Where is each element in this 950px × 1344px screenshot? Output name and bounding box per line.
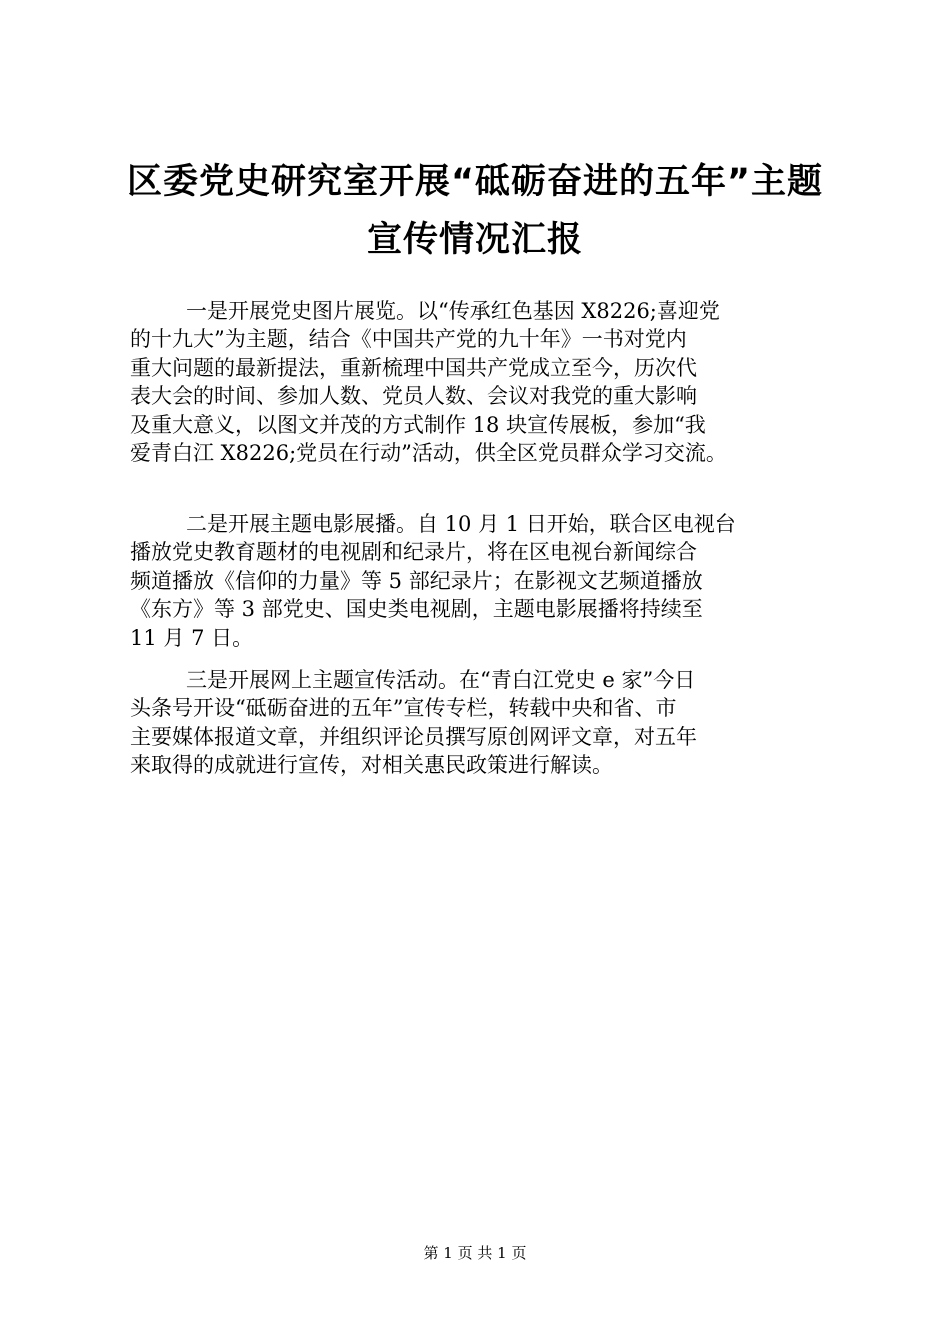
paragraph-line: 三是开展网上主题宣传活动。在“青白江党史 e 家”今日 (186, 668, 696, 692)
paragraph-line: 《东方》等 3 部党史、国史类电视剧，主题电影展播将持续至 (130, 597, 703, 622)
paragraph-line: 爱青白江 X8226;党员在行动”活动，供全区党员群众学习交流。 (130, 440, 727, 465)
paragraph-line: 的十九大”为主题，结合《中国共产党的九十年》一书对党内 (130, 327, 687, 352)
paragraph-line: 来取得的成就进行宣传，对相关惠民政策进行解读。 (130, 753, 613, 778)
document-title-line-2: 宣传情况汇报 (366, 220, 583, 260)
paragraph-3 (130, 666, 830, 780)
paragraph-1 (130, 297, 830, 467)
page-footer: 第 1 页 共 1 页 (423, 1244, 527, 1262)
paragraph-line: 一是开展党史图片展览。以“传承红色基因 X8226;喜迎党 (186, 299, 720, 323)
paragraph-line: 频道播放《信仰的力量》等 5 部纪录片；在影视文艺频道播放 (130, 568, 703, 593)
paragraph-line: 11 月 7 日。 (130, 625, 254, 650)
paragraph-line: 重大问题的最新提法，重新梳理中国共产党成立至今，历次代 (130, 355, 697, 380)
document-title-line-1: 区委党史研究室开展“砥砺奋进的五年”主题 (126, 162, 823, 202)
paragraph-line: 二是开展主题电影展播。自 10 月 1 日开始，联合区电视台 (186, 512, 736, 536)
paragraph-line: 主要媒体报道文章，并组织评论员撰写原创网评文章，对五年 (130, 724, 697, 749)
paragraph-line: 表大会的时间、参加人数、党员人数、会议对我党的重大影响 (130, 384, 697, 409)
paragraph-2 (130, 510, 830, 652)
paragraph-line: 播放党史教育题材的电视剧和纪录片，将在区电视台新闻综合 (130, 540, 697, 565)
paragraph-line: 头条号开设“砥砺奋进的五年”宣传专栏，转载中央和省、市 (130, 696, 677, 721)
paragraph-line: 及重大意义，以图文并茂的方式制作 18 块宣传展板，参加“我 (130, 412, 706, 437)
